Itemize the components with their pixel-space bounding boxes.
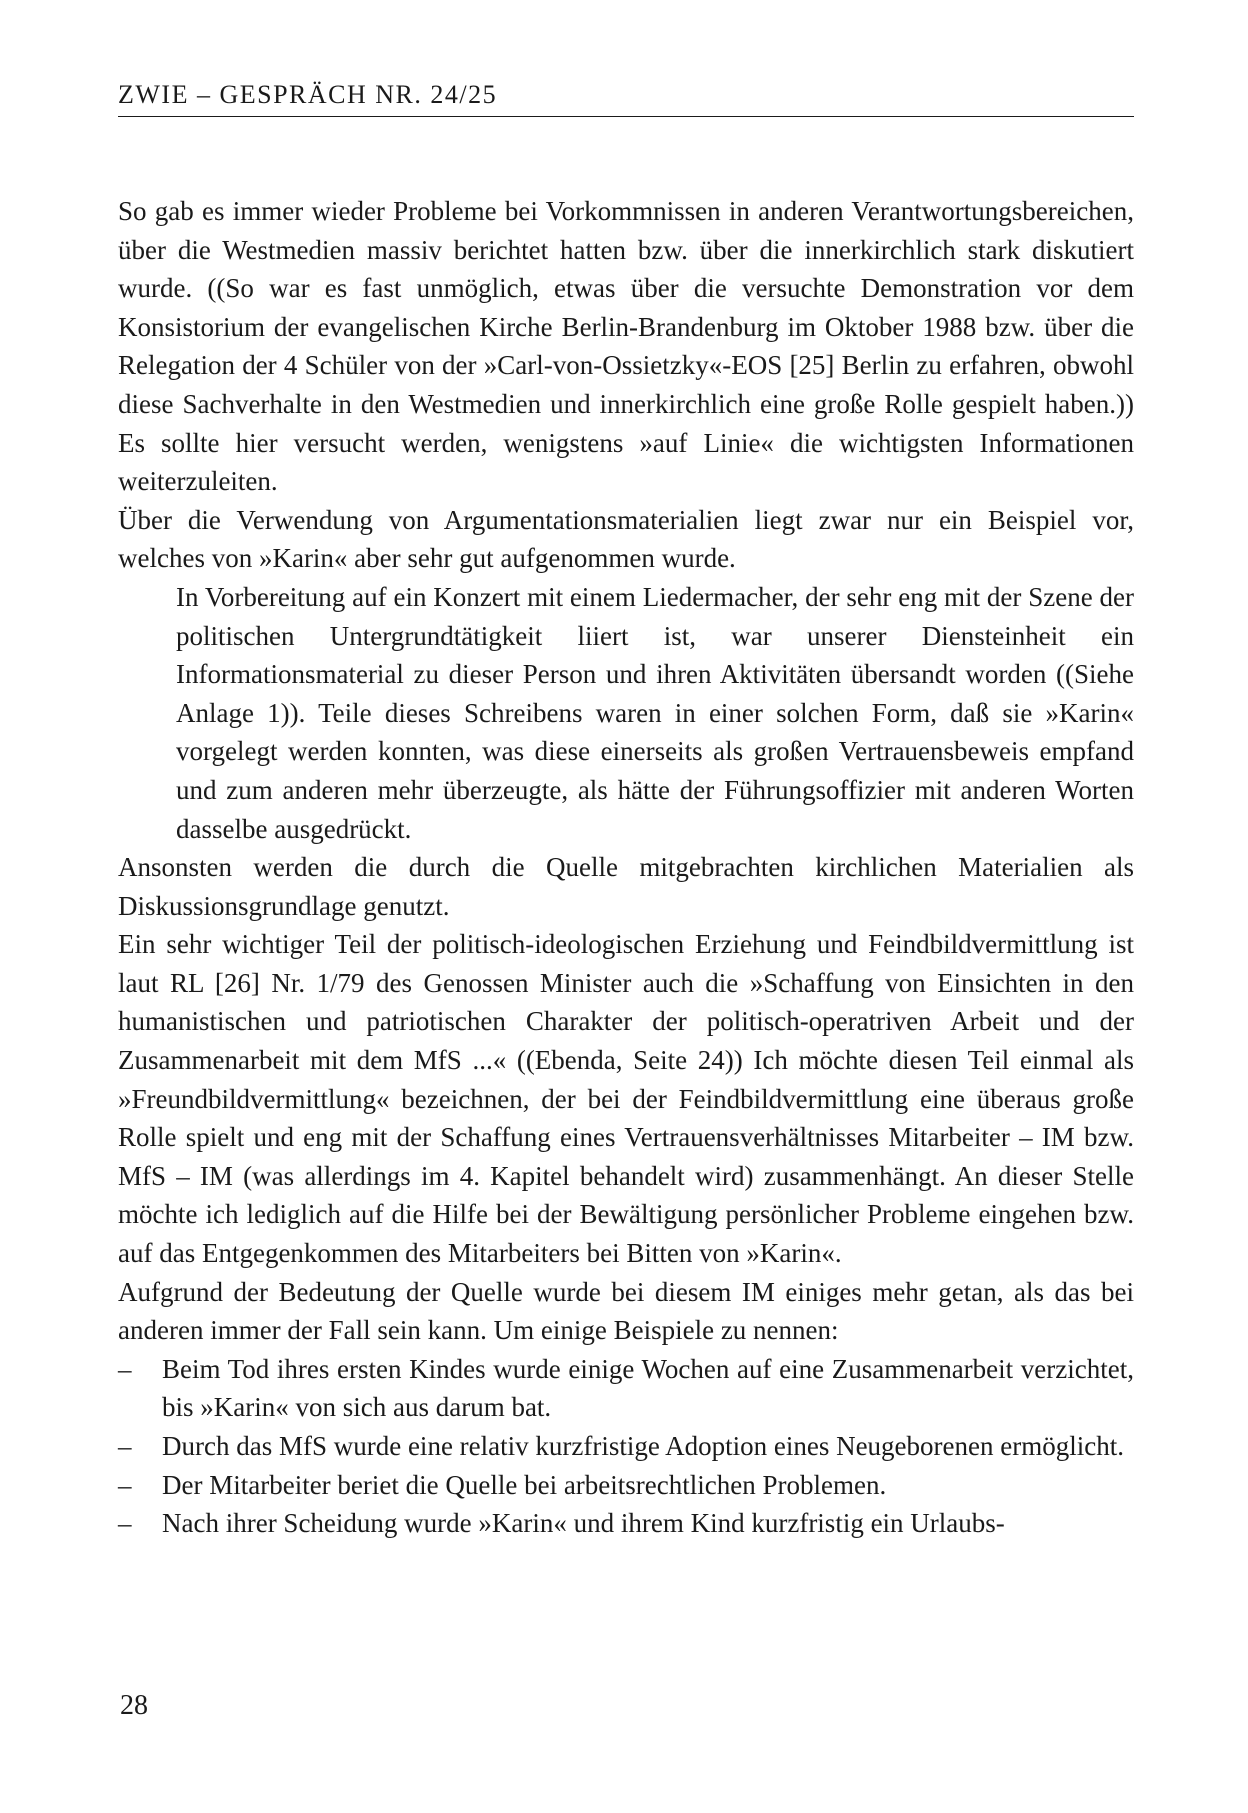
paragraph: Aufgrund der Bedeutung der Quelle wurde bei diesem IM einiges mehr getan, als das bei anderen immer der Fall sein kann. Um einige Beispiele zu nennen: [118,1276,1134,1346]
list-item [118,1427,1134,1466]
body-text [118,192,1134,1543]
list-item-text: Beim Tod ihres ersten Kindes wurde einige Wochen auf eine Zusammenarbeit verzichtet, bis »Karin« von sich aus darum bat. [162,1353,1134,1423]
list-item [118,1504,1134,1543]
paragraph: Ein sehr wichtiger Teil der politisch-ideologischen Erziehung und Feindbildvermittlung ist laut RL [26] Nr. 1/79 des Genossen Minister auch die »Schaffung von Einsichten in den humanistischen und patriotischen Charakter der politisch-operatriven Arbeit und der Zusammenarbeit mit dem MfS ...« ((Ebenda, Seite 24)) Ich möchte diesen Teil einmal als »Freundbildvermittlung« bezeichnen, der bei der Feindbildvermittlung eine überaus große Rolle spielt und eng mit der Schaffung eines Vertrauensverhältnisses Mitarbeiter – IM bzw. MfS – IM (was allerdings im 4. Kapitel behandelt wird) zusammenhängt. An dieser Stelle möchte ich lediglich auf die Hilfe bei der Bewältigung persönlicher Probleme eingehen bzw. auf das Entgegenkommen des Mitarbeiters bei Bitten von »Karin«. [118,929,1134,1269]
list-item [118,1466,1134,1505]
header-rule [118,116,1134,117]
list-dash: – [118,1469,132,1500]
list-item [118,1350,1134,1427]
list-item-text: Nach ihrer Scheidung wurde »Karin« und ihrem Kind kurzfristig ein Urlaubs- [162,1508,1005,1539]
list-item-text: Durch das MfS wurde eine relativ kurzfristige Adoption eines Neugeborenen ermöglicht. [162,1431,1124,1461]
list-dash: – [118,1353,132,1384]
example-list [118,1350,1134,1543]
paragraph: Über die Verwendung von Argumentationsmaterialien liegt zwar nur ein Beispiel vor, welches von »Karin« aber sehr gut aufgenommen wurde. [118,504,1134,574]
list-dash: – [118,1508,132,1539]
list-dash: – [118,1431,132,1461]
running-header: ZWIE – GESPRÄCH NR. 24/25 [118,80,498,109]
paragraph: So gab es immer wieder Probleme bei Vorkommnissen in anderen Verantwortungsbereichen, über die Westmedien massiv berichtet hatten bzw. über die innerkirchlich stark diskutiert wurde. ((So war es fast unmöglich, etwas über die versuchte Demonstration vor dem Konsistorium der evangelischen Kirche Berlin-Brandenburg im Oktober 1988 bzw. über die Relegation der 4 Schüler von der »Carl-von-Ossietzky«-EOS [25] Berlin zu erfahren, obwohl diese Sachverhalte in den Westmedien und innerkirchlich eine große Rolle gespielt haben.)) Es sollte hier versucht werden, wenigstens »auf Linie« die wichtigsten Informationen weiterzuleiten. [118,196,1134,497]
page-number: 28 [120,1690,148,1721]
paragraph: Ansonsten werden die durch die Quelle mitgebrachten kirchlichen Materialien als Diskussionsgrundlage genutzt. [118,852,1134,921]
list-item-text: Der Mitarbeiter beriet die Quelle bei arbeitsrechtlichen Problemen. [162,1469,887,1500]
indented-paragraph: In Vorbereitung auf ein Konzert mit einem Liedermacher, der sehr eng mit der Szene der politischen Untergrundtätigkeit liiert ist, war unserer Diensteinheit ein Informationsmaterial zu dieser Person und ihren Aktivitäten übersandt worden ((Siehe Anlage 1)). Teile dieses Schreibens waren in einer solchen Form, daß sie »Karin« vorgelegt werden konnten, was diese einerseits als großen Vertrauensbeweis empfand und zum anderen mehr überzeugte, als hätte der Führungsoffizier mit anderen Worten dasselbe ausgedrückt. [176,581,1134,844]
